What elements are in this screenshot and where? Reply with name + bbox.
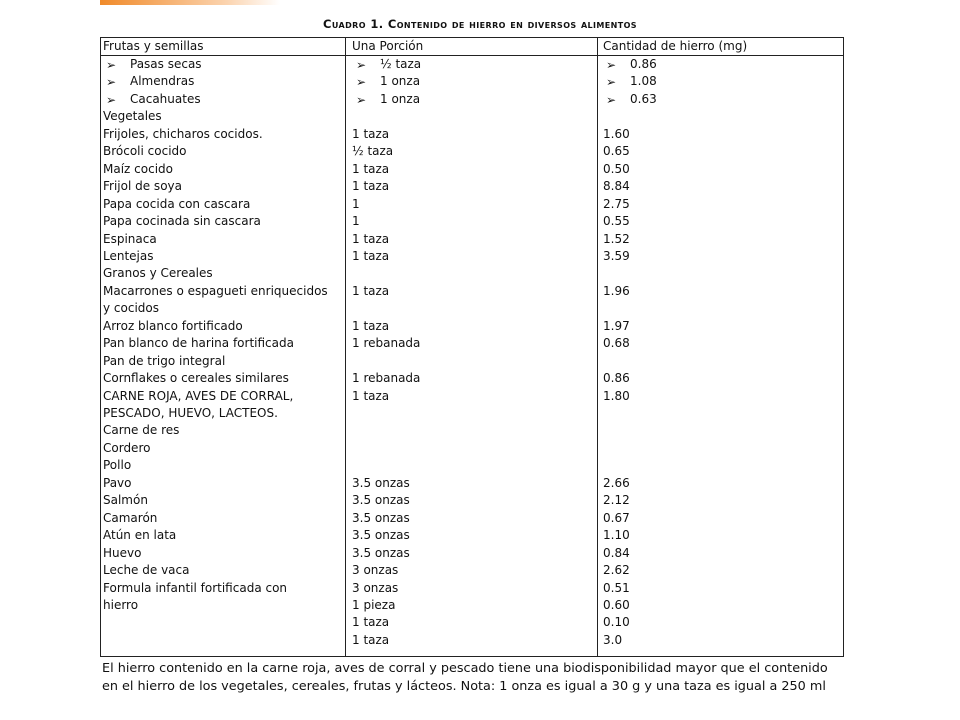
cell-iron: 0.68 — [603, 336, 630, 351]
cell-food: Salmón — [103, 493, 148, 508]
cell-food: Arroz blanco fortificado — [103, 318, 243, 333]
cell-food: Pollo — [103, 458, 132, 473]
column-divider-2 — [597, 37, 598, 657]
cell-food: Camarón — [103, 510, 158, 525]
cell-food: Atún en lata — [103, 528, 177, 543]
bullet-arrow-icon: ➢ — [106, 58, 117, 72]
cell-food: y cocidos — [103, 301, 159, 316]
cell-food: Brócoli cocido — [103, 144, 187, 159]
cell-iron: 0.51 — [603, 580, 630, 595]
cell-iron: 1.60 — [603, 126, 630, 141]
cell-iron: 0.65 — [603, 144, 630, 159]
cell-portion: 1 taza — [352, 318, 390, 333]
cell-food: Carne de res — [103, 423, 180, 438]
cell-iron: 2.66 — [603, 475, 630, 490]
cell-portion: 1 taza — [352, 632, 390, 647]
cell-portion: 1 taza — [352, 248, 390, 263]
cell-food: Cordero — [103, 440, 151, 455]
cell-food: hierro — [103, 597, 139, 612]
cell-food: Lentejas — [103, 248, 154, 263]
cell-food: Papa cocinada sin cascara — [103, 214, 261, 229]
cell-portion: 1 taza — [352, 179, 390, 194]
cell-portion: 1 taza — [352, 231, 390, 246]
header-portion: Una Porción — [352, 39, 424, 53]
cell-iron: 1.80 — [603, 388, 630, 403]
header-divider — [100, 55, 844, 56]
cell-iron: 2.12 — [603, 493, 630, 508]
cell-food: CARNE ROJA, AVES DE CORRAL, — [103, 388, 294, 403]
cell-portion: ½ taza — [352, 144, 394, 159]
cell-food: Frijoles, chicharos cocidos. — [103, 126, 263, 141]
header-iron: Cantidad de hierro (mg) — [603, 39, 748, 53]
cell-iron: 0.60 — [603, 597, 630, 612]
cell-iron: 3.59 — [603, 248, 630, 263]
cell-portion: 3 onzas — [352, 580, 399, 595]
cell-portion: 3.5 onzas — [352, 528, 410, 543]
cell-portion: 1 pieza — [352, 597, 396, 612]
cell-portion: 1 — [352, 214, 360, 229]
cell-food: Frijol de soya — [103, 179, 182, 194]
cell-iron: 0.50 — [603, 161, 630, 176]
cell-iron: 2.62 — [603, 563, 630, 578]
cell-food: Pan blanco de harina fortificada — [103, 336, 294, 351]
cell-portion: 1 — [352, 196, 360, 211]
bullet-arrow-icon: ➢ — [606, 58, 617, 72]
cell-portion: ½ taza — [380, 57, 422, 71]
cell-iron: 3.0 — [603, 632, 623, 647]
cell-portion: 1 taza — [352, 283, 390, 298]
bullet-arrow-icon: ➢ — [606, 92, 617, 107]
cell-food: Cornflakes o cereales similares — [103, 371, 289, 386]
cell-portion: 3.5 onzas — [352, 475, 410, 490]
cell-food: PESCADO, HUEVO, LACTEOS. — [103, 406, 278, 420]
cell-food: Pasas secas — [130, 57, 202, 71]
orange-accent-bar — [100, 0, 280, 5]
cell-portion: 1 taza — [352, 126, 390, 141]
bullet-arrow-icon: ➢ — [606, 75, 617, 90]
footnote: El hierro contenido en la carne roja, aves de corral y pescado tiene una biodisponibilidad mayor que el contenido en el hierro de los vegetales, cereales, frutas y lácteos. Nota: 1 onza es igual a 30 g y una taza es igual a 250 ml — [102, 661, 828, 694]
column-divider-1 — [345, 37, 346, 657]
cell-portion: 3.5 onzas — [352, 510, 410, 525]
cell-food: Huevo — [103, 545, 142, 560]
cell-food: Pan de trigo integral — [103, 353, 226, 368]
cell-food: Formula infantil fortificada con — [103, 580, 288, 595]
cell-iron: 8.84 — [603, 179, 630, 194]
bullet-arrow-icon: ➢ — [356, 75, 367, 90]
cell-iron: 0.67 — [603, 510, 630, 525]
cell-iron: 1.97 — [603, 318, 630, 333]
cell-iron: 0.10 — [603, 615, 630, 630]
cell-food: Maíz cocido — [103, 161, 173, 176]
cell-iron: 1.52 — [603, 231, 630, 246]
cell-iron: 0.84 — [603, 545, 630, 560]
cell-portion: 1 taza — [352, 388, 390, 403]
cell-iron: 0.86 — [603, 371, 630, 386]
cell-food: Papa cocida con cascara — [103, 196, 251, 211]
cell-iron: 0.63 — [630, 91, 657, 106]
cell-iron: 1.08 — [630, 74, 657, 89]
bullet-arrow-icon: ➢ — [356, 58, 367, 72]
cell-portion: 1 rebanada — [352, 336, 421, 351]
cell-iron: 0.86 — [630, 57, 657, 71]
cell-portion: 1 rebanada — [352, 371, 421, 386]
cell-portion: 1 onza — [380, 74, 421, 89]
cell-food: Cacahuates — [130, 91, 201, 106]
cell-food: Espinaca — [103, 231, 157, 246]
cell-portion: 1 onza — [380, 91, 421, 106]
bullet-arrow-icon: ➢ — [356, 92, 367, 107]
cell-portion: 3.5 onzas — [352, 493, 410, 508]
cell-portion: 3.5 onzas — [352, 545, 410, 560]
cell-iron: 1.10 — [603, 528, 630, 543]
cell-food: Granos y Cereales — [103, 266, 213, 281]
cell-food: Macarrones o espagueti enriquecidos — [103, 283, 328, 298]
cell-iron: 0.55 — [603, 214, 630, 229]
cell-food: Vegetales — [103, 109, 162, 124]
bullet-arrow-icon: ➢ — [106, 92, 117, 107]
cell-portion: 3 onzas — [352, 563, 399, 578]
header-food: Frutas y semillas — [103, 39, 204, 53]
cell-iron: 1.96 — [603, 283, 630, 298]
cell-iron: 2.75 — [603, 196, 630, 211]
cell-food: Almendras — [130, 74, 195, 89]
cell-portion: 1 taza — [352, 161, 390, 176]
table-title: Cuadro 1. Contenido de hierro en diversos alimentos — [323, 17, 637, 31]
cell-food: Pavo — [103, 475, 132, 490]
cell-portion: 1 taza — [352, 615, 390, 630]
bullet-arrow-icon: ➢ — [106, 75, 117, 90]
cell-food: Leche de vaca — [103, 563, 190, 578]
